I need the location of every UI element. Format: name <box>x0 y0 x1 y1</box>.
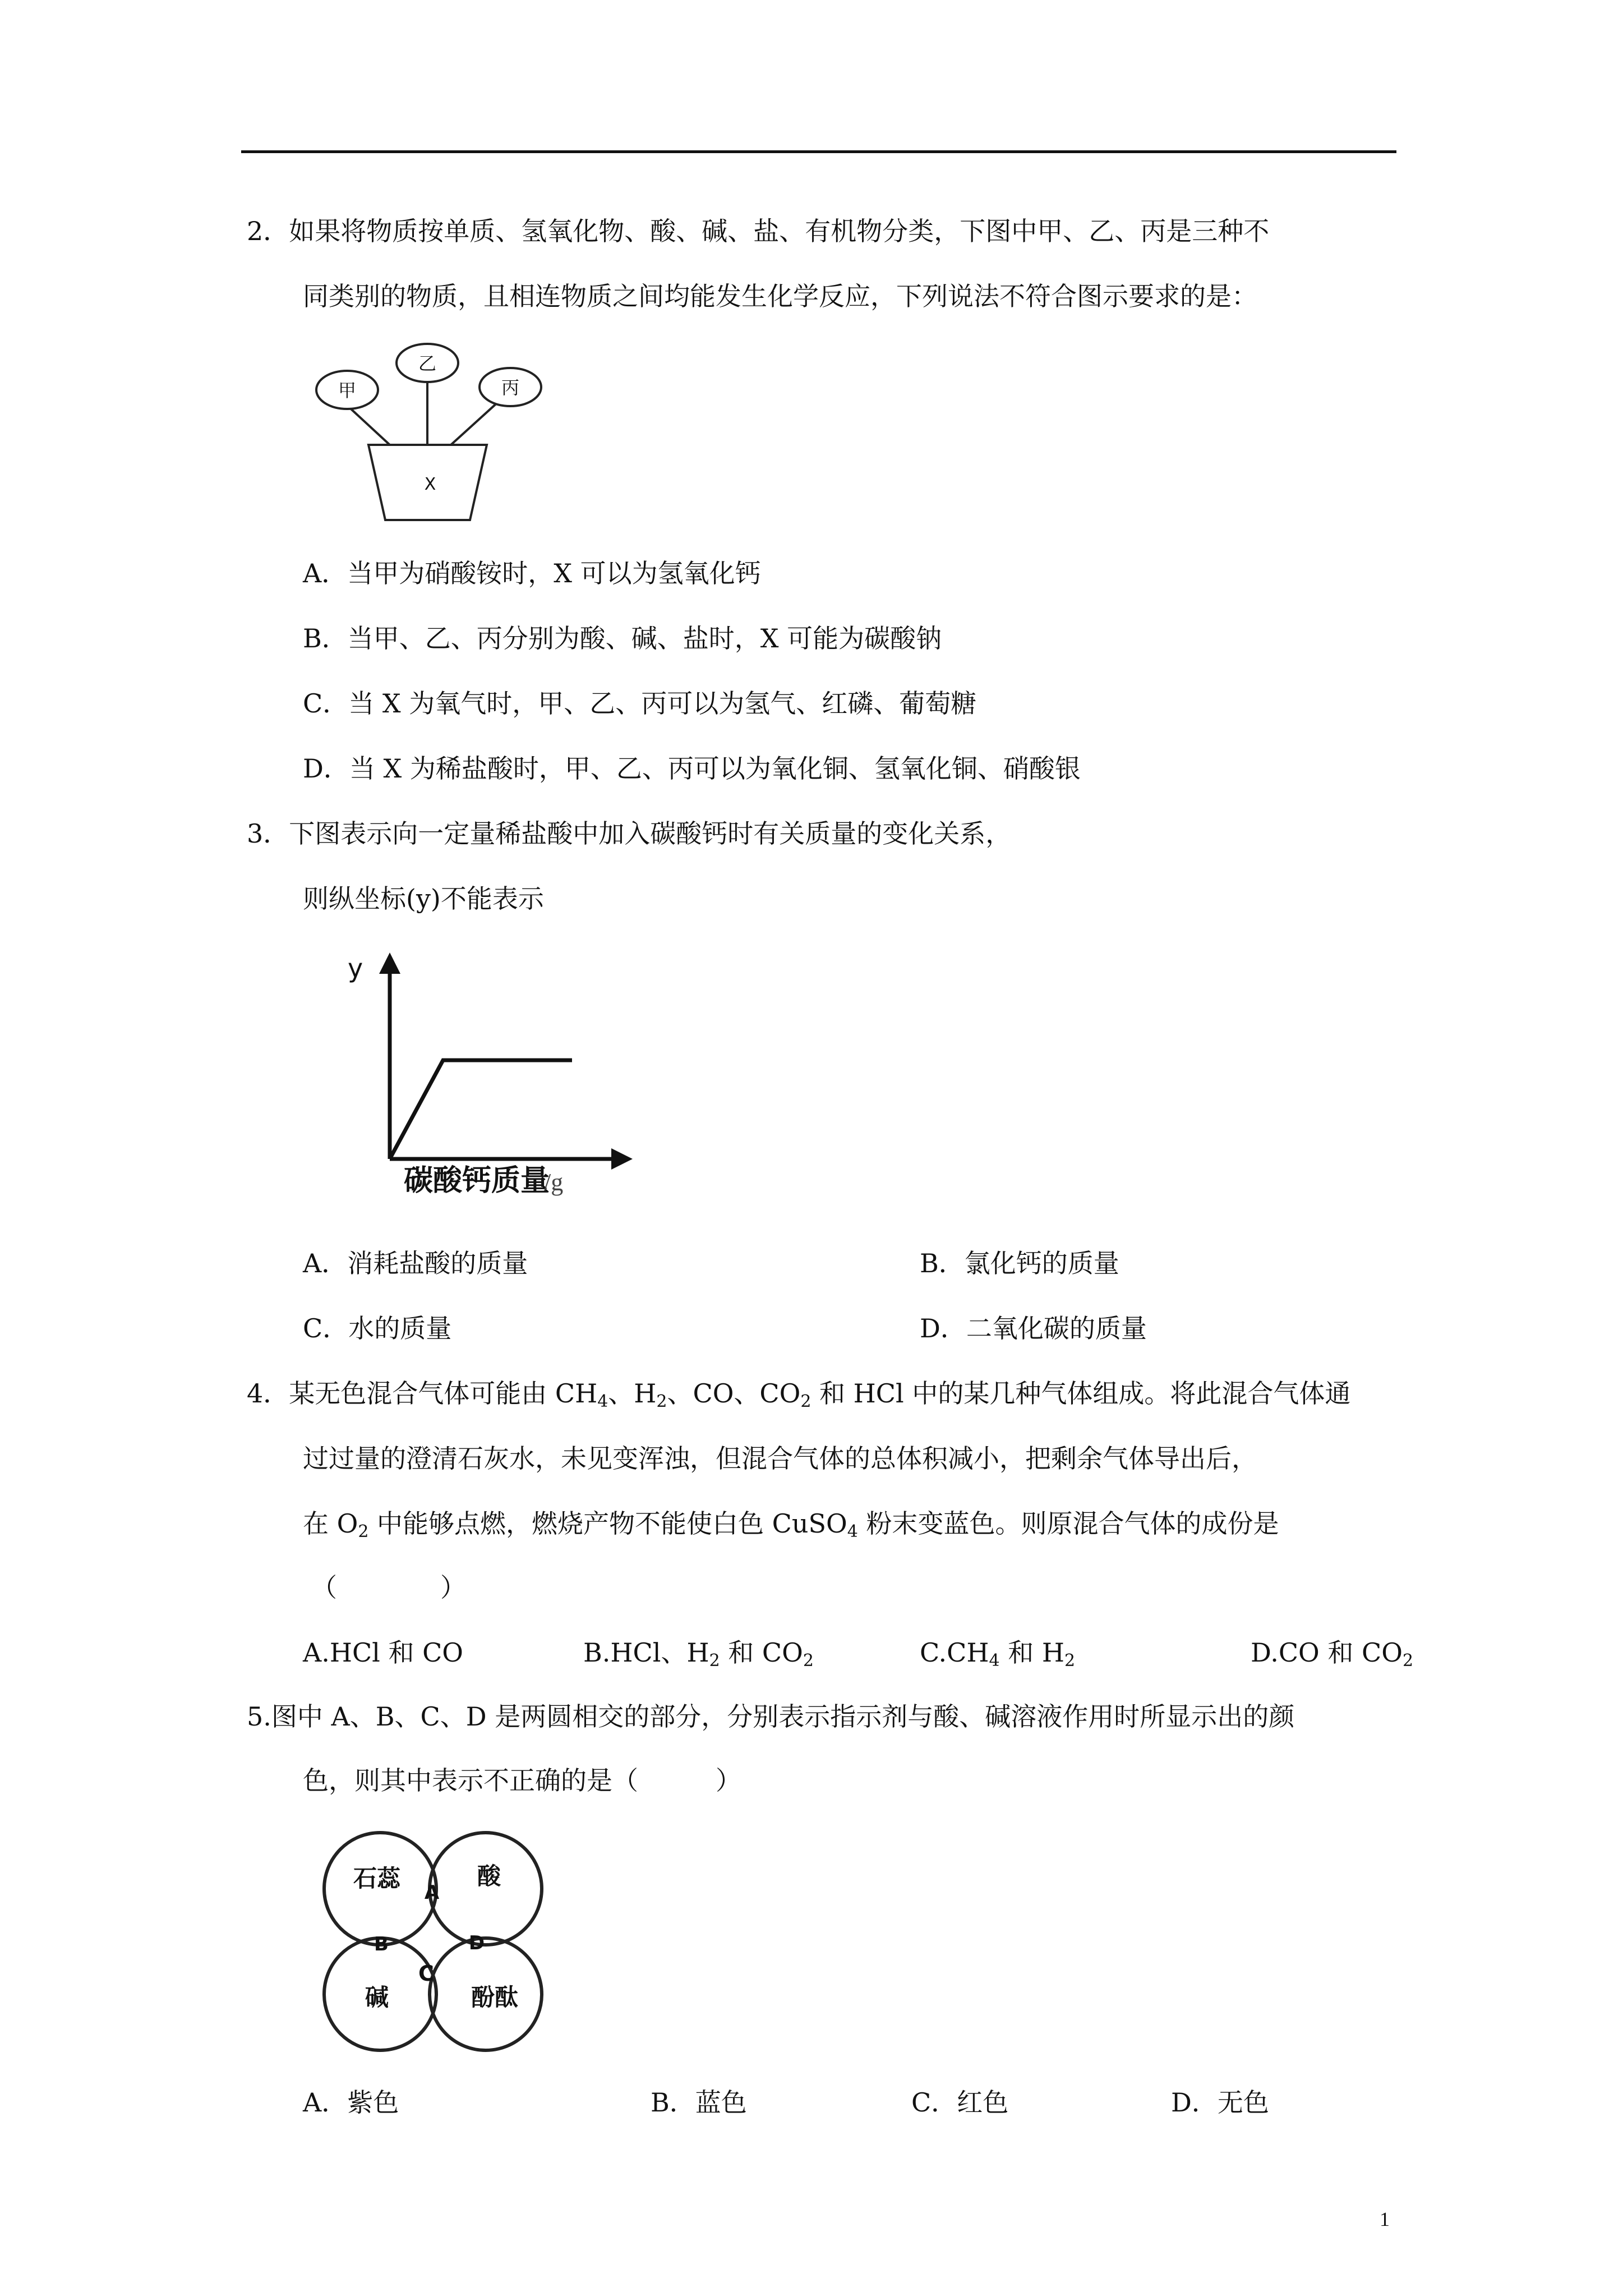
region-d-label: D <box>468 1932 485 1954</box>
q2-option-b: B．当甲、乙、丙分别为酸、碱、盐时，X 可能为碳酸钠 <box>303 623 942 654</box>
q4-option-b: B.HCl、$H_2$ 和 $CO_2$ <box>583 1637 814 1671</box>
q4-option-a: A.HCl 和 CO <box>303 1637 464 1668</box>
label-x: X <box>424 475 436 494</box>
q2-flowerpot-diagram <box>314 339 561 530</box>
q4-stem-line1: 4．某无色混合气体可能由 $CH_4$、$H_2$、CO、$CO_2$ 和 HCl 中的某几种气体组成。将此混合气体通 <box>247 1378 1351 1411</box>
q3-graph <box>325 948 662 1212</box>
q3-stem-line2: 则纵坐标(y)不能表示 <box>303 884 544 914</box>
region-b-label: B <box>374 1933 389 1955</box>
q3-option-d: D．二氧化碳的质量 <box>920 1313 1147 1343</box>
label-suan: 酸 <box>477 1862 501 1890</box>
q5-stem-line1: 5.图中 A、B、C、D 是两圆相交的部分，分别表示指示剂与酸、碱溶液作用时所显示出的颜 <box>247 1701 1295 1732</box>
x-axis-label: 碳酸钙质量 <box>403 1164 550 1198</box>
q5-stem-line2: 色，则其中表示不正确的是（ ） <box>303 1765 741 1796</box>
q3-stem-line1: 3．下图表示向一定量稀盐酸中加入碳酸钙时有关质量的变化关系， <box>247 818 1012 849</box>
q3-option-a: A．消耗盐酸的质量 <box>303 1248 528 1278</box>
q2-option-c: C．当 X 为氧气时，甲、乙、丙可以为氢气、红磷、葡萄糖 <box>303 688 977 719</box>
q3-option-b: B．氯化钙的质量 <box>920 1248 1119 1278</box>
label-bing: 丙 <box>501 377 520 398</box>
label-fenzhi: 酚酞 <box>471 1984 519 2011</box>
x-axis-arrow <box>611 1148 633 1170</box>
q4-option-c: $C.CH_4$ 和 $H_2$ <box>920 1637 1076 1671</box>
y-axis-arrow <box>379 953 400 974</box>
header-rule <box>241 150 1396 153</box>
label-jia: 甲 <box>338 380 357 401</box>
stem-bing <box>451 401 499 445</box>
x-axis-unit: /g <box>544 1168 564 1196</box>
data-line <box>390 1060 572 1159</box>
q4-option-d: D.CO 和 $CO_2$ <box>1251 1637 1414 1671</box>
q2-option-d: D．当 X 为稀盐酸时，甲、乙、丙可以为氧化铜、氢氧化铜、硝酸银 <box>303 753 1081 784</box>
stem-jia <box>345 404 390 445</box>
region-c-label: C <box>418 1961 434 1986</box>
q2-stem-line2: 同类别的物质，且相连物质之间均能发生化学反应，下列说法不符合图示要求的是： <box>303 281 1257 311</box>
q5-option-d: D．无色 <box>1171 2087 1269 2118</box>
label-yi: 乙 <box>418 353 437 374</box>
q5-circles-diagram <box>314 1826 561 2062</box>
q3-option-c: C．水的质量 <box>303 1313 452 1343</box>
q2-stem-line1: 2．如果将物质按单质、氢氧化物、酸、碱、盐、有机物分类，下图中甲、乙、丙是三种不 <box>247 216 1270 246</box>
y-axis-label: y <box>348 953 363 983</box>
q5-option-b: B．蓝色 <box>651 2087 747 2118</box>
label-shirui: 石蕊 <box>353 1865 401 1892</box>
q4-stem-line2: 过过量的澄清石灰水，未见变浑浊，但混合气体的总体积减小，把剩余气体导出后， <box>303 1443 1257 1474</box>
q4-answer-blank: （ ） <box>311 1572 466 1603</box>
label-jian: 碱 <box>365 1984 389 2011</box>
q2-option-a: A．当甲为硝酸铵时，X 可以为氢氧化钙 <box>303 558 761 588</box>
q4-stem-line3: 在 $O_2$ 中能够点燃，燃烧产物不能使白色 CuSO$_4$ 粉末变蓝色。则原混合气体的成份是 <box>303 1508 1279 1542</box>
q5-option-a: A．紫色 <box>303 2087 399 2118</box>
q5-option-c: C．红色 <box>911 2087 1009 2118</box>
page-number: 1 <box>1380 2208 1390 2230</box>
region-a-label: A <box>424 1881 440 1904</box>
